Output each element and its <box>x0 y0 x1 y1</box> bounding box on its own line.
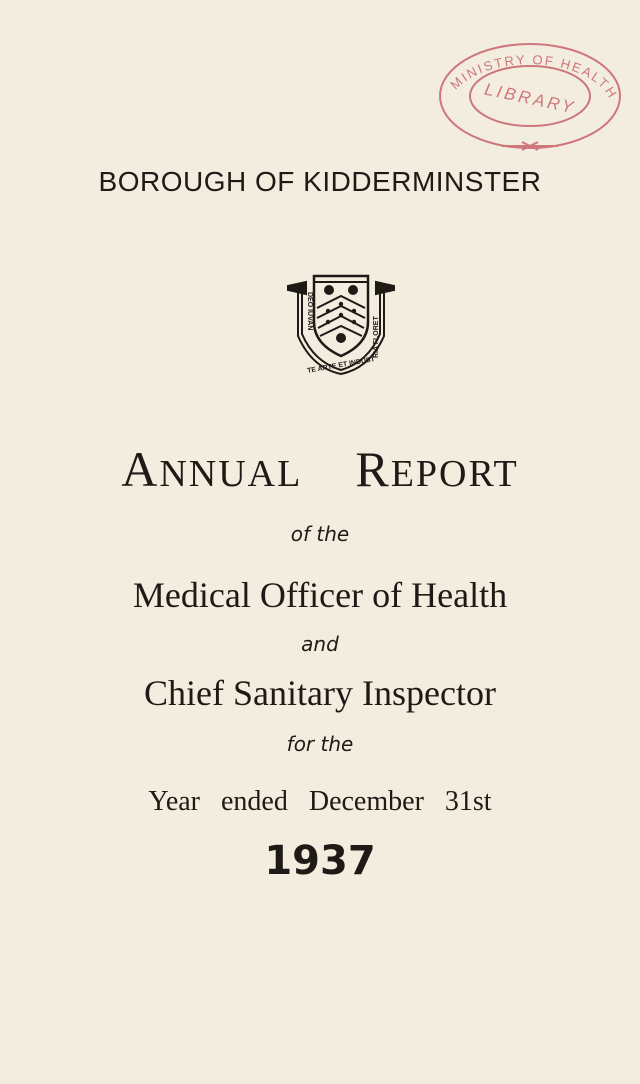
title-initial-a: A <box>121 441 160 497</box>
library-stamp <box>432 38 628 166</box>
stamp-top-text: MINISTRY OF HEALTH <box>447 52 621 102</box>
coat-of-arms-icon <box>284 270 398 376</box>
year-ended-text: Year ended December 31st <box>148 786 492 817</box>
crest-motto-left: DEO IUVAN <box>306 292 313 331</box>
medical-officer-heading: Medical Officer of Health <box>132 575 508 615</box>
and-text: and <box>301 632 339 656</box>
title-word-annual: NNUAL <box>159 453 303 495</box>
stamp-center-text: LIBRARY <box>482 79 578 118</box>
title-word-report: EPORT <box>390 453 519 495</box>
for-the-text: for the <box>286 732 354 756</box>
crest-motto-right: RIA FLORET <box>373 316 380 358</box>
borough-heading: BOROUGH OF KIDDERMINSTER <box>98 166 542 197</box>
report-year: 1937 <box>264 838 376 884</box>
crest-motto-bottom: TE ARTE ET INDUST <box>306 356 376 375</box>
of-the-text: of the <box>290 522 350 546</box>
chief-inspector-heading: Chief Sanitary Inspector <box>144 673 496 713</box>
report-title <box>0 440 640 498</box>
title-initial-r: R <box>355 441 391 497</box>
